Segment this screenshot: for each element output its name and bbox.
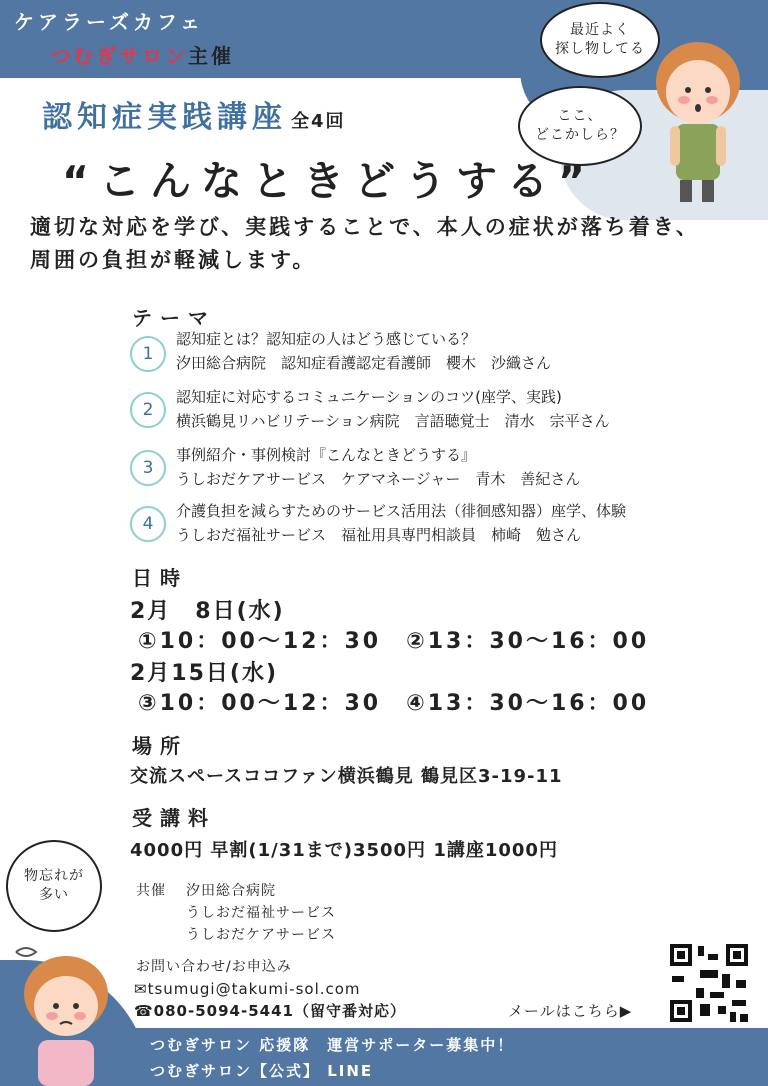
contact-heading: お問い合わせ/お申込み — [136, 959, 292, 975]
schedule-times-1: ①10：00～12：30 ②13：30～16：00 — [138, 629, 650, 654]
lead-line1: 適切な対応を学び、実践することで、本人の症状が落ち着き、 — [30, 215, 700, 239]
main-title: “こんなときどうする” — [62, 157, 595, 205]
fee-heading: 受講料 — [132, 806, 216, 830]
venue-text: 交流スペースココファン横浜鶴見 鶴見区3-19-11 — [130, 766, 563, 787]
theme-number-1: 1 — [130, 336, 166, 372]
lecture-count: 全4回 — [291, 111, 346, 132]
venue-heading: 場所 — [132, 734, 188, 758]
schedule-heading: 日時 — [132, 566, 188, 590]
lecture-title — [42, 92, 346, 136]
cohost-name-2: うしおだ福祉サービス — [186, 905, 336, 921]
theme-title-4: 介護負担を減らすためのサービス活用法（徘徊感知器）座学、体験 — [176, 502, 627, 520]
qr-code-icon[interactable] — [666, 940, 752, 1026]
footer-line2[interactable]: つむぎサロン【公式】 LINE — [150, 1062, 374, 1080]
theme-title-2: 認知症に対応するコミュニケーションのコツ(座学、実践) — [176, 388, 562, 406]
speech-bubble-bottom: 物忘れが 多い — [6, 840, 102, 932]
theme-number-4: 4 — [130, 506, 166, 542]
organizer-suffix: 主催 — [188, 44, 234, 68]
contact-email[interactable]: ✉tsumugi@takumi-sol.com — [134, 980, 361, 998]
speech-bubble-top1: 最近よく 探し物してる — [540, 2, 660, 78]
cohost-name-3: うしおだケアサービス — [186, 927, 336, 943]
theme-title-1: 認知症とは？認知症の人はどう感じている？ — [176, 330, 477, 348]
forgetful-woman-illustration — [12, 944, 122, 1086]
organizer-name: つむぎサロン — [50, 44, 188, 68]
schedule-date-1: 2月 8日(水) — [130, 599, 285, 624]
cohost-name-1: 汐田総合病院 — [186, 883, 276, 899]
lecture-name: 認知症実践講座 — [42, 100, 287, 135]
theme-heading: テーマ — [132, 306, 216, 330]
schedule-date-2: 2月15日(水) — [130, 661, 279, 686]
speech-bubble-top2: ここ、 どこかしら？ — [518, 86, 642, 166]
contact-phone[interactable]: ☎080-5094-5441（留守番対応） — [134, 1002, 406, 1020]
theme-speaker-4: うしおだ福祉サービス 福祉用具専門相談員 柿崎 勉さん — [176, 526, 582, 544]
fee-text: 4000円 早割(1/31まで)3500円 1講座1000円 — [130, 840, 558, 861]
worried-woman-illustration — [640, 30, 760, 210]
theme-speaker-1: 汐田総合病院 認知症看護認定看護師 櫻木 沙織さん — [176, 354, 552, 372]
theme-number-2: 2 — [130, 392, 166, 428]
mail-cta[interactable]: メールはこちら▶ — [508, 1002, 633, 1020]
theme-speaker-3: うしおだケアサービス ケアマネージャー 青木 善紀さん — [176, 470, 581, 488]
cohost-label: 共催 — [136, 883, 166, 899]
theme-speaker-2: 横浜鶴見リハビリテーション病院 言語聴覚士 清水 宗平さん — [176, 412, 610, 430]
organizer-line2 — [50, 40, 234, 69]
theme-title-3: 事例紹介・事例検討『こんなときどうする』 — [176, 446, 477, 464]
footer-line1[interactable]: つむぎサロン 応援隊 運営サポーター募集中！ — [150, 1036, 515, 1054]
schedule-times-2: ③10：00～12：30 ④13：30～16：00 — [138, 691, 650, 716]
organizer-line1: ケアラーズカフェ — [14, 10, 204, 34]
lead-line2: 周囲の負担が軽減します。 — [30, 248, 317, 272]
theme-number-3: 3 — [130, 450, 166, 486]
